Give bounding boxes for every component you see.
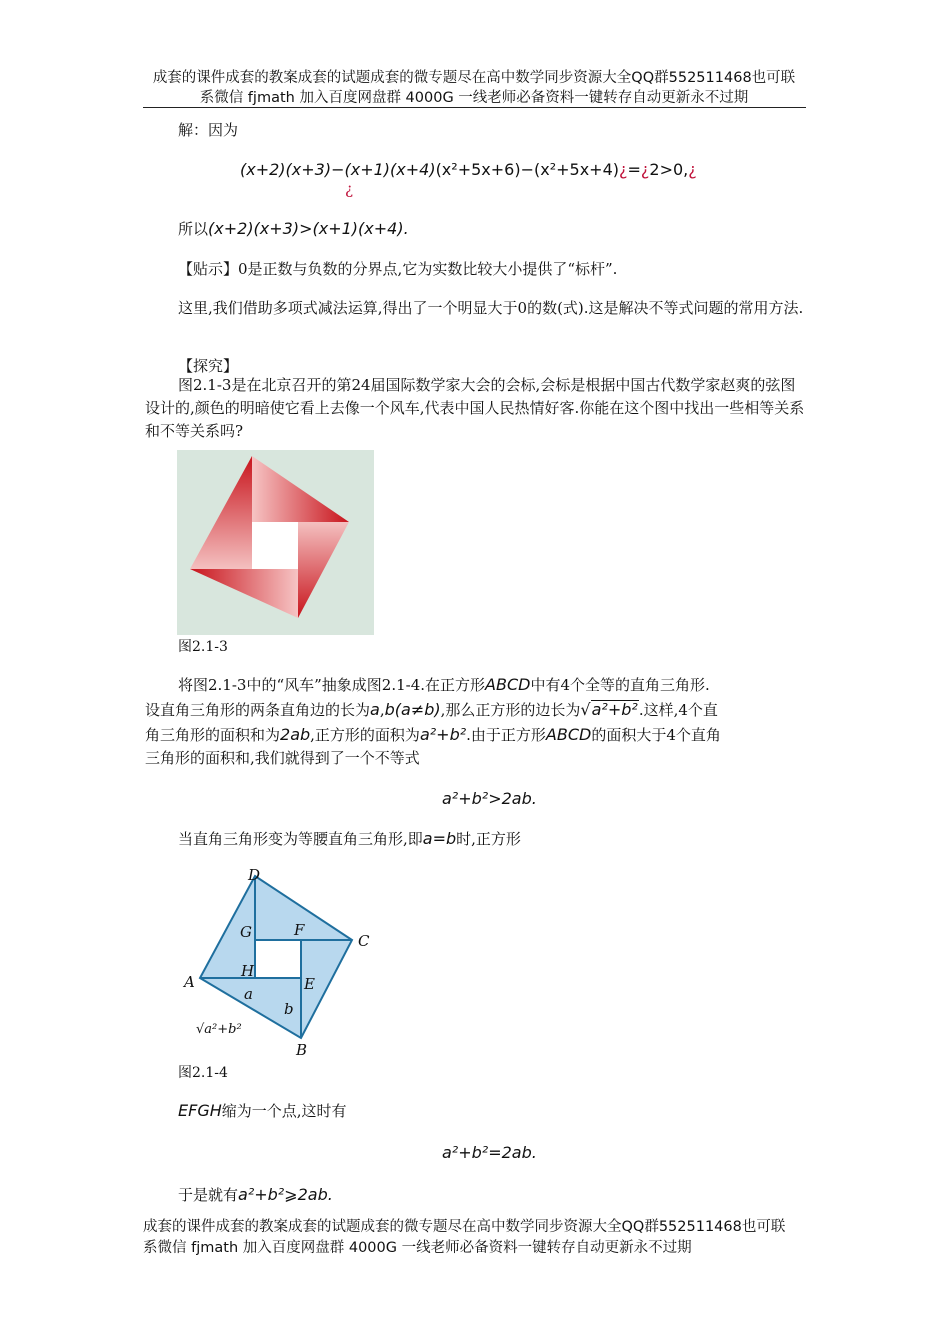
para4-text: 缩为一个点,这时有 <box>221 1102 347 1120</box>
para2-part5: ,正方形的面积为 <box>310 726 420 744</box>
label-c: C <box>358 932 370 950</box>
paragraph-method: 这里,我们借助多项式减法运算,得出了一个明显大于0的数(式).这是解决不等式问题的常用方法. <box>178 299 804 317</box>
inequality-final: a²+b²⩾2ab. <box>238 1185 333 1204</box>
header-rule <box>143 107 806 108</box>
side-length-sqrt: a²+b² <box>591 700 638 719</box>
figure2-caption: 图2.1-4 <box>178 1065 228 1081</box>
explore-text: 图2.1-3是在北京召开的第24届国际数学家大会的会标,会标是根据中国古代数学家赵爽的弦图设计的,颜色的明暗使它看上去像一个风车,代表中国人民热情好客.你能在这个图中找出一些相等关系和不等关系吗? <box>145 376 805 440</box>
para2-part3: ,那么正方形的边长为 <box>440 701 581 719</box>
explore-title: 【探究】 <box>178 357 239 375</box>
conclusion-prefix: 所以 <box>178 220 209 238</box>
para5 <box>178 1183 333 1207</box>
para2-line2: 设直角三角形的两条直角边的长为a,b(a≠b),那么正方形的边长为√a²+b².这样,4个直 <box>145 700 718 719</box>
equation-left: (x+2)(x+3)−(x+1)(x+4) <box>240 160 436 179</box>
label-h: H <box>241 962 255 980</box>
para2-line3: 角三角形的面积和为2ab,正方形的面积为a²+b².由于正方形ABCD的面积大于4个直角 <box>145 725 721 744</box>
area-2ab: 2ab <box>280 725 311 744</box>
footer-line-1: 成套的课件成套的教案成套的试题成套的微专题尽在高中数学同步资源大全QQ群552511468也可联 <box>143 1219 786 1235</box>
solution-label: 解：因为 <box>178 121 239 139</box>
solution-equation: (x+2)(x+3)−(x+1)(x+4)(x²+5x+6)−(x²+5x+4)¿=¿2>0,¿ <box>240 160 697 179</box>
page-header <box>140 68 808 108</box>
para4 <box>178 1099 347 1123</box>
label-f: F <box>294 921 305 939</box>
glyph-below: ¿ <box>345 180 354 198</box>
label-a: A <box>184 973 195 991</box>
label-d: D <box>248 866 261 884</box>
equation-mid: (x²+5x+6)−(x²+5x+4) <box>435 160 619 179</box>
glyph-3: ¿ <box>688 160 697 179</box>
tip-text: 【贴示】0是正数与负数的分界点,它为实数比较大小提供了“标杆”. <box>178 260 618 278</box>
para2-line1: 将图2.1-3中的“风车”抽象成图2.1-4.在正方形ABCD中有4个全等的直角三角形. <box>178 675 710 694</box>
area-square: a²+b² <box>419 725 467 744</box>
figure-square-abcd <box>178 862 378 1062</box>
label-leg-a: a <box>244 985 253 1003</box>
equation-2: a²+b²=2ab. <box>442 1143 537 1162</box>
leg-b: b <box>384 700 395 719</box>
glyph-2: ¿ <box>640 160 650 179</box>
equation-end: 2>0 <box>649 160 684 179</box>
condition-a-ne-b: (a≠b) <box>394 700 441 719</box>
figure1-caption: 图2.1-3 <box>178 639 228 655</box>
inner-square-efgh <box>255 940 301 978</box>
conclusion-formula: (x+2)(x+3)>(x+1)(x+4). <box>208 219 409 238</box>
figure-windmill <box>177 450 374 635</box>
para2-part1: 将图2.1-3中的“风车”抽象成图2.1-4.在正方形 <box>178 676 486 694</box>
condition-a-eq-b: a=b <box>422 829 457 848</box>
para3-tail: 时,正方形 <box>456 830 521 848</box>
para2-part6: .由于正方形 <box>466 726 546 744</box>
page-footer <box>143 1217 823 1259</box>
para2-line4: 三角形的面积和,我们就得到了一个不等式 <box>145 749 420 767</box>
square-name-abcd: ABCD <box>485 675 531 694</box>
label-b: B <box>296 1041 308 1059</box>
label-e: E <box>304 975 315 993</box>
header-line-1: 成套的课件成套的教案成套的试题成套的微专题尽在高中数学同步资源大全QQ群552511468也可联 <box>152 70 796 86</box>
footer-line-2: 系微信 fjmath 加入百度网盘群 4000G 一线老师必备资料一键转存自动更新永不过期 <box>143 1240 692 1256</box>
leg-a: a <box>370 700 380 719</box>
solution-conclusion <box>178 217 409 241</box>
label-hypotenuse: √a²+b² <box>196 1022 242 1037</box>
para3-text: 当直角三角形变为等腰直角三角形,即 <box>178 830 423 848</box>
header-line-2: 系微信 fjmath 加入百度网盘群 4000G 一线老师必备资料一键转存自动更新永不过期 <box>199 90 749 106</box>
label-leg-b: b <box>284 1000 294 1018</box>
comma: , <box>379 701 385 719</box>
para5-text: 于是就有 <box>178 1186 239 1204</box>
glyph-1: ¿ <box>618 160 628 179</box>
square-name-efgh: EFGH <box>178 1101 222 1120</box>
para3 <box>178 827 521 851</box>
windmill-center-square <box>252 522 298 569</box>
label-g: G <box>240 923 252 941</box>
inequality-1: a²+b²>2ab. <box>442 789 537 808</box>
